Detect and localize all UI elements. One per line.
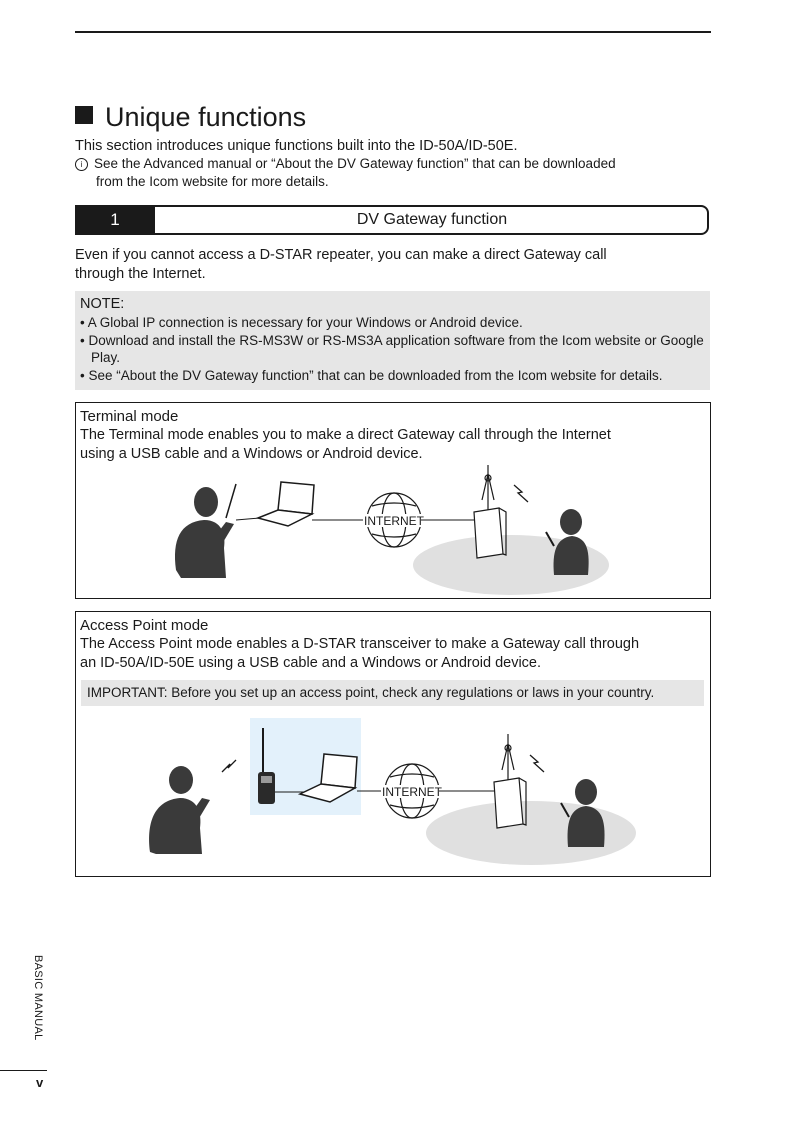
access-point-mode-description — [80, 635, 710, 673]
function-title: DV Gateway function — [356, 211, 508, 228]
info-note — [75, 155, 715, 191]
info-note-line1: See the Advanced manual or “About the DV Gateway function” that can be downloaded — [94, 156, 616, 171]
signal-bolt-icon — [514, 485, 528, 502]
terminal-mode-title: Terminal mode — [80, 408, 179, 425]
user-with-radio-icon — [149, 766, 210, 854]
page-rule — [0, 1070, 47, 1071]
repeater-tower-icon — [474, 465, 506, 558]
person-with-phone-icon — [568, 779, 605, 847]
important-note: IMPORTANT: Before you set up an access point, check any regulations or laws in your country. — [81, 680, 704, 706]
section-intro: This section introduces unique functions built into the ID-50A/ID-50E. — [75, 138, 518, 154]
repeater-tower-icon — [494, 734, 526, 828]
info-note-line2: from the Icom website for more details. — [96, 174, 329, 189]
note-item: • See “About the DV Gateway function” that can be downloaded from the Icom website for details. — [80, 367, 663, 383]
usb-cable-line — [236, 518, 260, 520]
top-rule — [75, 31, 711, 33]
access-point-mode-diagram — [76, 712, 710, 875]
note-item: • A Global IP connection is necessary for your Windows or Android device. — [80, 315, 523, 330]
function-description-line2: through the Internet. — [75, 266, 206, 282]
internet-label: INTERNET — [382, 785, 442, 799]
note-title: NOTE: — [80, 296, 125, 312]
square-bullet-icon — [75, 106, 93, 124]
function-number: 1 — [75, 205, 155, 235]
note-box — [75, 291, 710, 390]
page-number: v — [36, 1075, 44, 1090]
function-description — [75, 246, 715, 284]
signal-bolt-icon — [530, 755, 544, 772]
function-description-line1: Even if you cannot access a D-STAR repeater, you can make a direct Gateway call — [75, 247, 607, 263]
access-point-mode-description-line2: an ID-50A/ID-50E using a USB cable and a Windows or Android device. — [80, 655, 542, 671]
access-point-mode-title: Access Point mode — [80, 617, 209, 634]
radio-antenna-icon — [226, 484, 236, 518]
access-point-mode-description-line1: The Access Point mode enables a D-STAR transceiver to make a Gateway call through — [80, 636, 640, 652]
internet-label: INTERNET — [364, 514, 424, 528]
info-circle-icon: i — [75, 158, 88, 171]
terminal-mode-description-line2: using a USB cable and a Windows or Android device. — [80, 446, 423, 462]
terminal-mode-description-line1: The Terminal mode enables you to make a direct Gateway call through the Internet — [80, 427, 611, 443]
signal-bolt-icon — [222, 760, 236, 772]
section-title: Unique functions — [105, 102, 307, 132]
user-with-radio-icon — [175, 487, 234, 578]
side-label: BASIC MANUAL — [32, 955, 44, 1041]
terminal-mode-description — [80, 426, 710, 464]
terminal-mode-diagram — [76, 460, 710, 598]
note-item: • Download and install the RS-MS3W or RS-MS3A application software from the Icom website or Google Play. — [80, 332, 704, 365]
laptop-icon — [258, 482, 314, 526]
section-heading — [75, 100, 306, 134]
